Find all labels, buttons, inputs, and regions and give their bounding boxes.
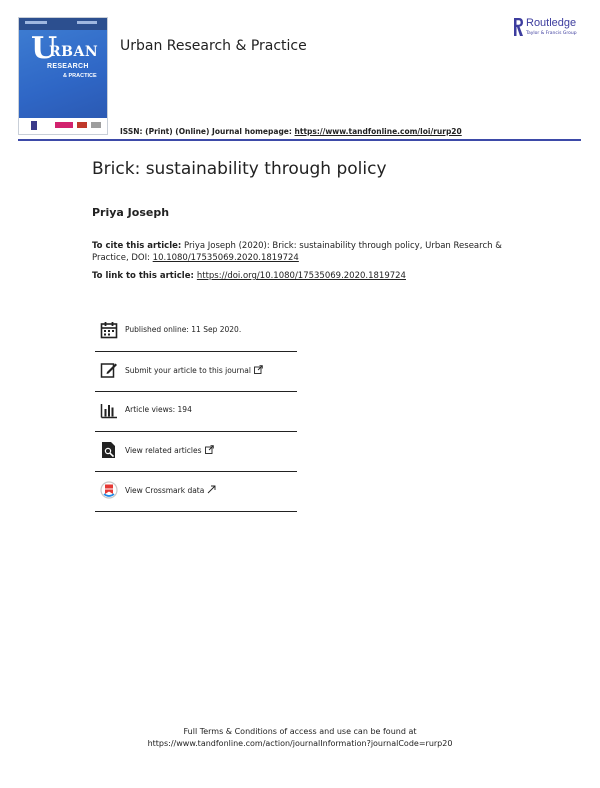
article-link-label: To link to this article:: [92, 271, 197, 281]
related-articles-link[interactable]: View related articles: [125, 446, 202, 455]
cover-publisher-strip: [19, 118, 107, 134]
cover-title-practice: & PRACTICE: [63, 73, 97, 79]
issn-prefix: ISSN: (Print) (Online) Journal homepage:: [120, 127, 295, 136]
journal-title: Urban Research & Practice: [120, 38, 307, 54]
publisher-tagline: Taylor & Francis Group: [526, 31, 577, 36]
bar-chart-icon: [100, 401, 118, 419]
submit-row[interactable]: [95, 352, 297, 392]
edit-icon: [100, 361, 118, 379]
cover-topbar: [19, 18, 107, 30]
header-divider: [18, 139, 581, 141]
footer-terms-text: Full Terms & Conditions of access and use can be found at: [183, 727, 417, 736]
related-row[interactable]: [95, 432, 297, 472]
document-search-icon: [100, 441, 118, 459]
cover-title-word: RBAN: [49, 44, 99, 60]
cover-title-research: RESEARCH: [47, 63, 89, 70]
article-author: Priya Joseph: [92, 206, 170, 219]
published-date: Published online: 11 Sep 2020.: [125, 325, 242, 334]
submit-article-link[interactable]: Submit your article to this journal: [125, 366, 251, 375]
crossmark-link[interactable]: View Crossmark data: [125, 486, 205, 495]
external-link-icon: [254, 365, 263, 374]
article-title: Brick: sustainability through policy: [92, 159, 387, 179]
footer-terms-link[interactable]: https://www.tandfonline.com/action/journalInformation?journalCode=rurp20: [147, 739, 453, 748]
article-link-line: [92, 271, 406, 281]
crossmark-row[interactable]: [95, 472, 297, 512]
external-link-icon: [207, 485, 216, 494]
journal-homepage-link[interactable]: https://www.tandfonline.com/loi/rurp20: [294, 127, 462, 136]
citation: [92, 240, 502, 264]
publisher-name: Routledge: [526, 17, 577, 29]
article-info-list: [95, 312, 297, 512]
footer: [0, 726, 600, 750]
citation-label: To cite this article:: [92, 241, 182, 251]
doi-link[interactable]: 10.1080/17535069.2020.1819724: [152, 253, 299, 263]
routledge-icon: [512, 17, 524, 37]
views-row: [95, 392, 297, 432]
journal-cover[interactable]: [18, 17, 108, 135]
cover-title-initial: U: [31, 31, 58, 66]
published-row: [95, 312, 297, 352]
crossmark-icon: [100, 481, 118, 499]
external-link-icon: [205, 445, 214, 454]
issn-line: [120, 127, 462, 136]
citation-text: Priya Joseph (2020): Brick: sustainability through policy, Urban Research & Practice, DOI:: [92, 241, 502, 263]
article-link[interactable]: https://doi.org/10.1080/17535069.2020.1819724: [196, 271, 406, 281]
article-views: Article views: 194: [125, 405, 192, 414]
calendar-icon: [100, 321, 118, 339]
